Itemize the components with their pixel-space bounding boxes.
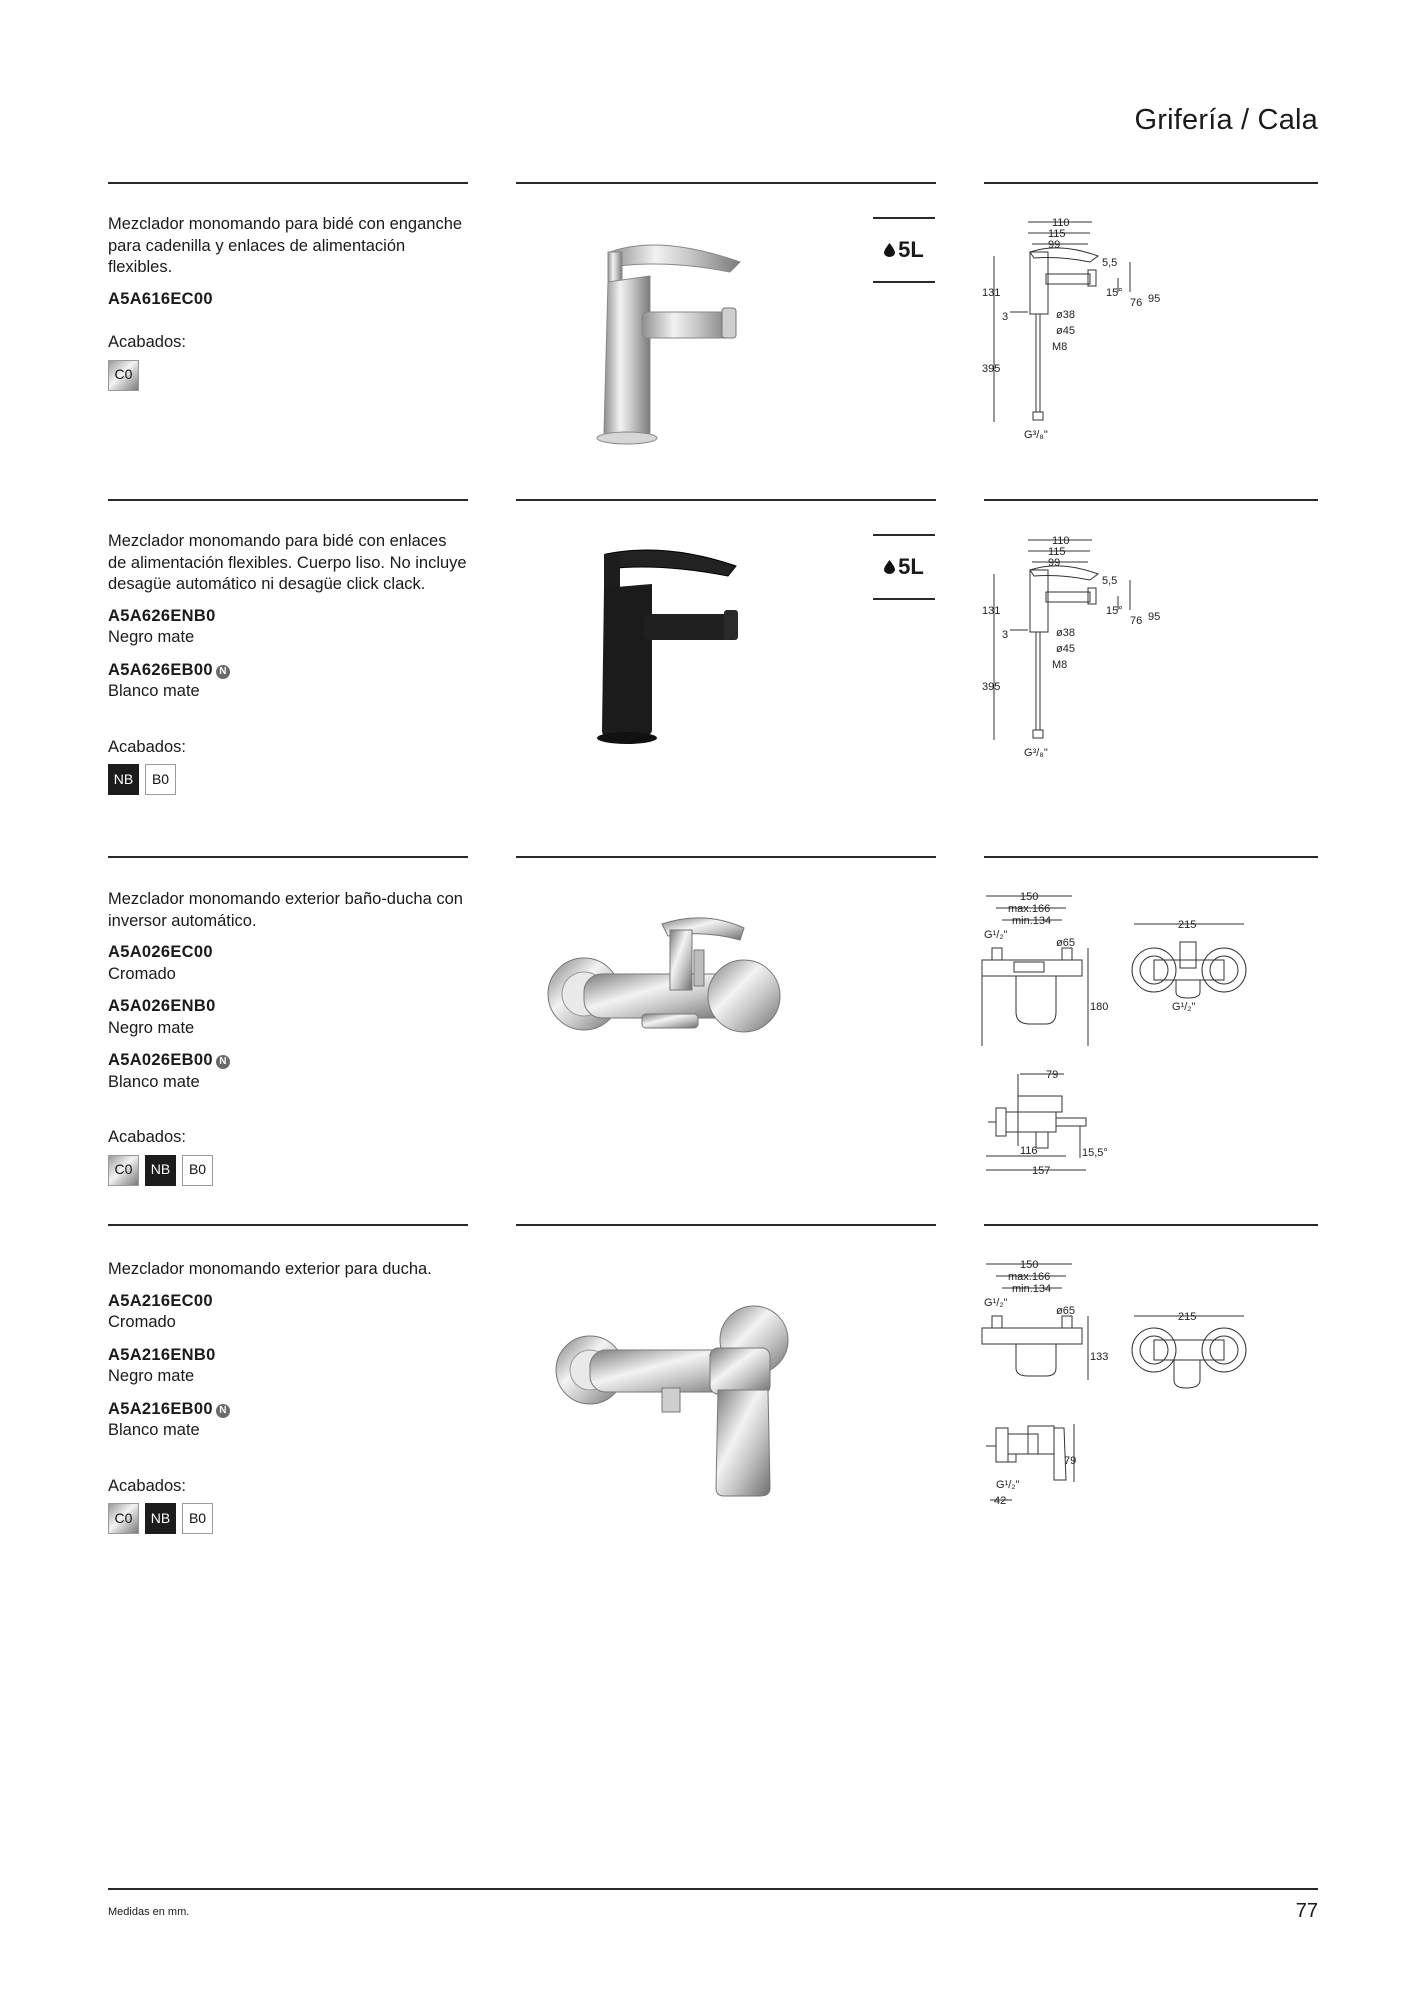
product-description-block: [108, 214, 468, 391]
section-rule-text: [108, 499, 468, 501]
shower-mixer-photo: [550, 1300, 798, 1500]
finish-swatch-chrome: C0: [108, 360, 139, 391]
dimension-label: 150: [1020, 1259, 1039, 1271]
technical-drawing-bath-shower-front: [976, 888, 1109, 1056]
reference-code: A5A026ENB0: [108, 997, 216, 1015]
section-rule-text: [108, 856, 468, 858]
dimension-label: min.134: [1012, 1283, 1052, 1295]
dimension-label: 15°: [1106, 287, 1123, 299]
dimension-label: 110: [1052, 535, 1070, 547]
dimension-label: 15°: [1106, 605, 1123, 617]
finish-name: Cromado: [108, 964, 176, 983]
new-badge-icon: N: [216, 665, 230, 679]
dimension-label: 95: [1148, 293, 1161, 305]
page-number: 77: [1295, 1900, 1318, 1922]
section-rule-photo: [516, 499, 936, 501]
product-description-block: [108, 889, 468, 1186]
reference-block: [108, 660, 468, 703]
dimension-label: 79: [1064, 1455, 1077, 1467]
technical-drawing-bidet-mixer-smooth: [980, 530, 1180, 762]
dimension-label: 5,5: [1102, 257, 1118, 269]
reference-block: [108, 1291, 468, 1334]
product-description: Mezclador monomando exterior para ducha.: [108, 1260, 432, 1278]
dimension-label: G¹/₂": [984, 1297, 1008, 1309]
dimension-label: M8: [1052, 341, 1068, 353]
finish-name: Cromado: [108, 1313, 176, 1331]
dimension-label: max.166: [1008, 1271, 1051, 1283]
reference-block: [108, 996, 468, 1039]
product-description: Mezclador monomando exterior baño-ducha con inversor automático.: [108, 890, 463, 930]
reference-block: [108, 1345, 468, 1388]
reference-code: A5A026EB00: [108, 1051, 213, 1069]
dimension-label: G³/₈": [1024, 429, 1048, 441]
technical-drawing-bidet-mixer: [980, 212, 1180, 444]
flow-rate-value: 5L: [898, 237, 924, 262]
finish-name: Negro mate: [108, 628, 195, 646]
reference-block: [108, 942, 468, 985]
page-title: Grifería / Cala: [1134, 104, 1318, 136]
technical-drawing-shower-front: [976, 1256, 1109, 1408]
reference-code: A5A026EC00: [108, 943, 213, 961]
finish-swatches: [108, 764, 468, 795]
dimension-label: 3: [1002, 311, 1009, 323]
finish-name: Negro mate: [108, 1018, 195, 1037]
reference-code: A5A626EB00: [108, 660, 213, 679]
reference-code: A5A216ENB0: [108, 1345, 216, 1364]
reference-block: [108, 606, 468, 649]
finish-name: Blanco mate: [108, 682, 200, 700]
dimension-label: G¹/₂": [1172, 1001, 1196, 1013]
finish-swatch-black: NB: [145, 1155, 176, 1186]
dimension-label: ø65: [1056, 1305, 1075, 1317]
finish-swatch-white: B0: [145, 764, 176, 795]
section-rule-photo: [516, 856, 936, 858]
technical-drawing-shower-side: [980, 1416, 1090, 1506]
section-rule-drawing: [984, 182, 1318, 184]
dimension-label: 99: [1048, 239, 1061, 251]
finishes-label: Acabados:: [108, 737, 186, 756]
bath-shower-mixer-photo: [544, 910, 790, 1060]
product-description-block: [108, 1259, 468, 1534]
reference-code: A5A626ENB0: [108, 606, 216, 625]
dimension-label: 76: [1130, 297, 1143, 309]
dimension-label: G¹/₂": [996, 1479, 1020, 1491]
finish-name: Blanco mate: [108, 1072, 200, 1091]
finish-swatch-black: NB: [145, 1503, 176, 1534]
finish-swatch-black: NB: [108, 764, 139, 795]
reference-block: [108, 1399, 468, 1442]
finishes-label: Acabados:: [108, 1128, 186, 1146]
dimension-label: 110: [1052, 217, 1070, 229]
new-badge-icon: N: [216, 1404, 230, 1418]
finish-swatch-white: B0: [182, 1503, 213, 1534]
dimension-label: max.166: [1008, 903, 1051, 915]
dimension-label: ø45: [1056, 325, 1075, 337]
reference-block: [108, 1050, 468, 1093]
dimension-label: ø38: [1056, 627, 1075, 639]
section-rule-text: [108, 1224, 468, 1226]
dimension-label: 76: [1130, 615, 1143, 627]
reference-code: A5A216EC00: [108, 1291, 213, 1310]
bidet-mixer-chrome-photo: [590, 232, 750, 448]
reference-code: A5A616EC00: [108, 289, 213, 308]
finishes-label: Acabados:: [108, 333, 186, 351]
dimension-label: G³/₈": [1024, 747, 1048, 759]
product-description: Mezclador monomando para bidé con enganche para cadenilla y enlaces de alimentación flexibles.: [108, 215, 463, 276]
dimension-label: 95: [1148, 611, 1161, 623]
dimension-label: min.134: [1012, 915, 1052, 927]
finish-swatch-white: B0: [182, 1155, 213, 1186]
dimension-label: 115: [1048, 546, 1066, 558]
dimension-label: 215: [1178, 919, 1197, 931]
finish-swatch-chrome: C0: [108, 1155, 139, 1186]
dimension-label: 180: [1090, 1001, 1109, 1013]
dimension-label: ø38: [1056, 309, 1075, 321]
section-rule-drawing: [984, 856, 1318, 858]
dimension-label: M8: [1052, 659, 1068, 671]
footer-rule: [108, 1888, 1318, 1890]
dimension-label: 133: [1090, 1351, 1109, 1363]
dimension-label: 131: [982, 605, 1001, 617]
new-badge-icon: N: [216, 1055, 230, 1069]
reference-code: A5A216EB00: [108, 1399, 213, 1418]
product-description-block: [108, 531, 468, 795]
bidet-mixer-black-photo: [596, 544, 756, 748]
dimension-label: 42: [994, 1495, 1007, 1507]
dimension-label: 157: [1032, 1165, 1051, 1177]
dimension-label: 395: [982, 681, 1001, 693]
finish-swatches: [108, 360, 468, 391]
technical-drawing-shower-top: [1128, 1308, 1254, 1394]
finishes-label: Acabados:: [108, 1476, 186, 1495]
dimension-label: 15,5°: [1082, 1147, 1108, 1159]
flow-rate-value: 5L: [898, 554, 924, 579]
dimension-label: 150: [1020, 891, 1039, 903]
finish-swatches: [108, 1155, 468, 1186]
finish-name: Blanco mate: [108, 1421, 200, 1439]
footer-note: Medidas en mm.: [108, 1906, 190, 1918]
dimension-label: G¹/₂": [984, 929, 1008, 941]
dimension-label: 215: [1178, 1311, 1197, 1323]
section-rule-drawing: [984, 499, 1318, 501]
water-drop-icon: [884, 560, 895, 574]
dimension-label: 395: [982, 363, 1001, 375]
dimension-label: ø65: [1056, 937, 1075, 949]
section-rule-photo: [516, 182, 936, 184]
technical-drawing-bath-shower-top: [1128, 916, 1254, 1012]
finish-swatches: [108, 1503, 468, 1534]
section-rule-drawing: [984, 1224, 1318, 1226]
flow-rate-badge: [873, 534, 935, 600]
product-description: Mezclador monomando para bidé con enlaces de alimentación flexibles. Cuerpo liso. No incluye desagüe automático ni desagüe click clack.: [108, 532, 467, 593]
dimension-label: 79: [1046, 1069, 1059, 1081]
section-rule-text: [108, 182, 468, 184]
dimension-label: 3: [1002, 629, 1009, 641]
technical-drawing-bath-shower-side: [980, 1066, 1112, 1182]
finish-name: Negro mate: [108, 1367, 195, 1385]
dimension-label: ø45: [1056, 643, 1075, 655]
water-drop-icon: [884, 243, 895, 257]
finish-swatch-chrome: C0: [108, 1503, 139, 1534]
section-rule-photo: [516, 1224, 936, 1226]
reference-block: [108, 289, 468, 311]
dimension-label: 116: [1020, 1145, 1038, 1157]
dimension-label: 99: [1048, 557, 1061, 569]
dimension-label: 115: [1048, 228, 1066, 240]
flow-rate-badge: [873, 217, 935, 283]
dimension-label: 5,5: [1102, 575, 1118, 587]
dimension-label: 131: [982, 287, 1001, 299]
